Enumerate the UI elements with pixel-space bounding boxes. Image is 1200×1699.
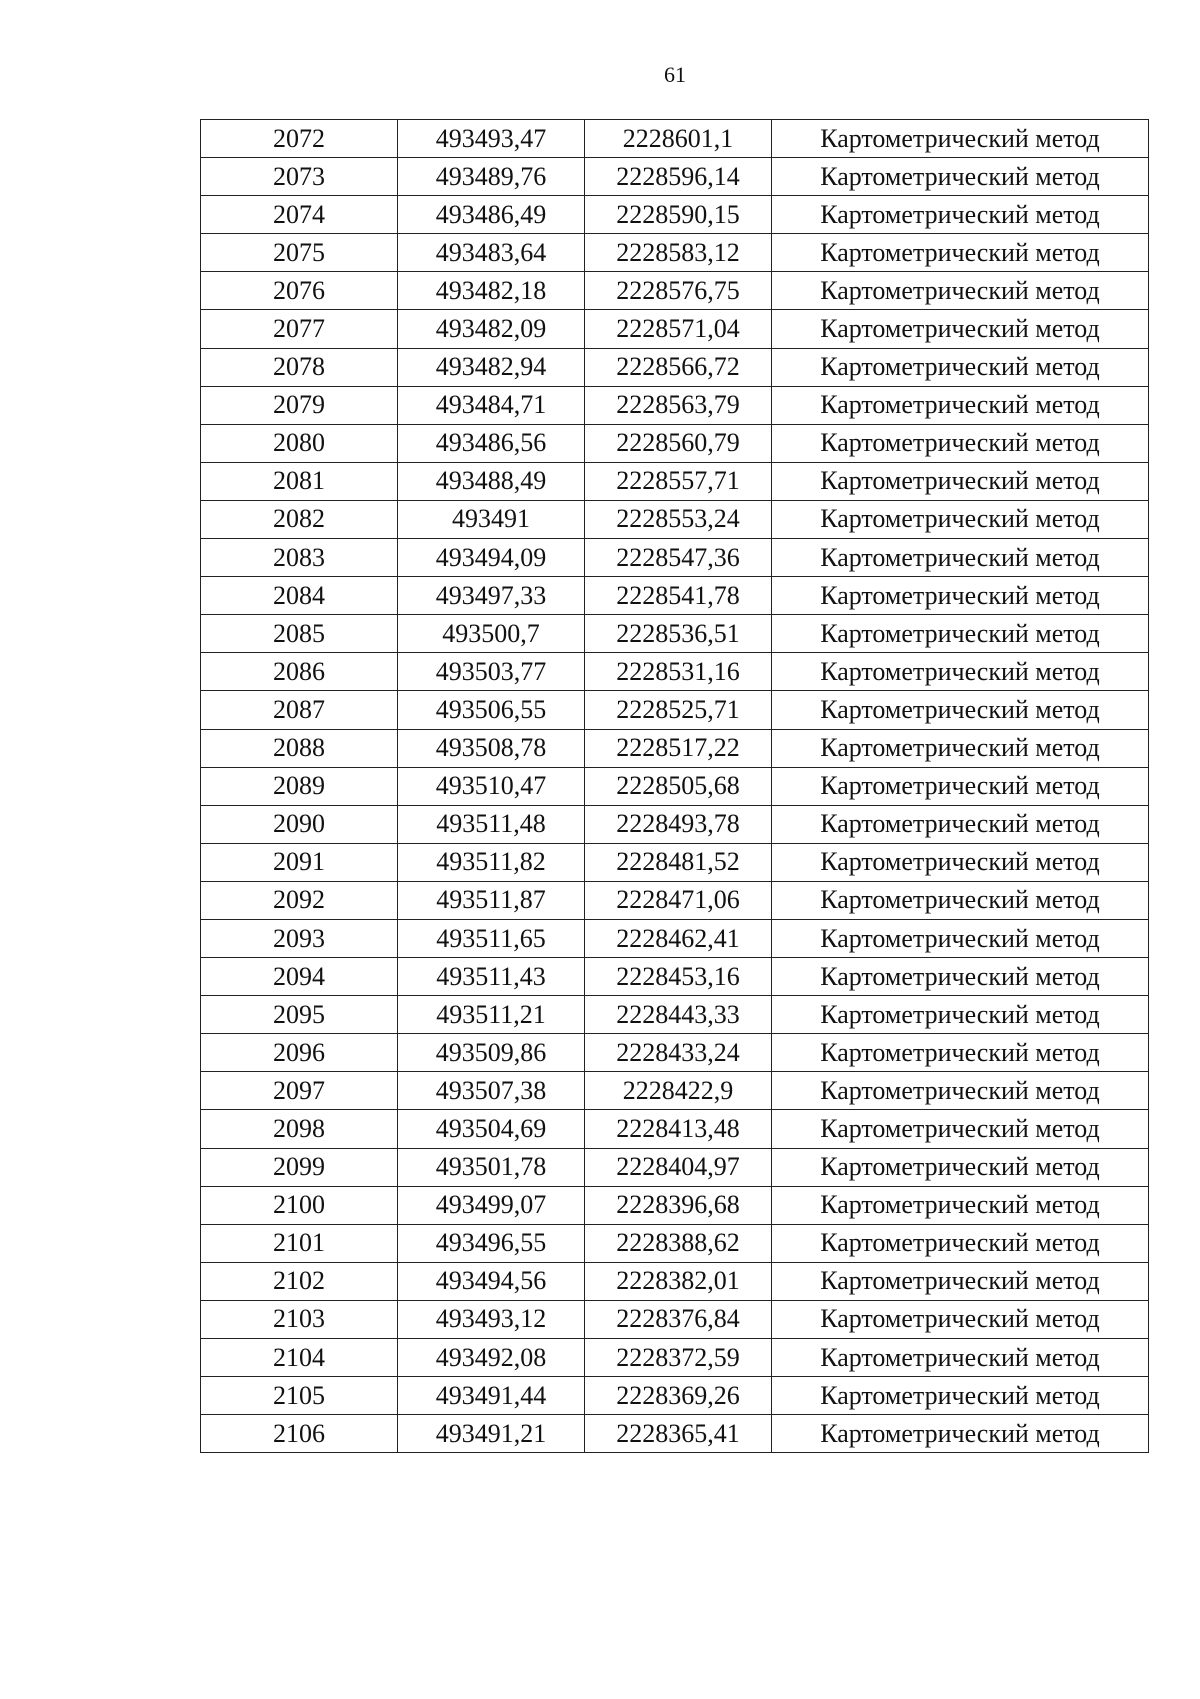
table-row [201,729,1149,767]
point-number-cell: 2092 [201,881,398,919]
y-coordinate-cell: 2228462,41 [585,919,772,957]
point-number-cell: 2085 [201,615,398,653]
method-cell: Картометрический метод [772,196,1149,234]
method-cell: Картометрический метод [772,1034,1149,1072]
point-number-cell: 2080 [201,424,398,462]
y-coordinate-cell: 2228571,04 [585,310,772,348]
page-number: 61 [664,62,686,87]
table-row [201,1072,1149,1110]
x-coordinate-cell: 493491,21 [398,1415,585,1453]
y-coordinate-cell: 2228525,71 [585,691,772,729]
method-cell: Картометрический метод [772,843,1149,881]
table-row [201,843,1149,881]
table-row [201,1339,1149,1377]
x-coordinate-cell: 493501,78 [398,1148,585,1186]
y-coordinate-cell: 2228563,79 [585,386,772,424]
table-row [201,539,1149,577]
x-coordinate-cell: 493496,55 [398,1224,585,1262]
x-coordinate-cell: 493506,55 [398,691,585,729]
x-coordinate-cell: 493511,82 [398,843,585,881]
table-row [201,462,1149,500]
x-coordinate-cell: 493504,69 [398,1110,585,1148]
point-number-cell: 2098 [201,1110,398,1148]
table-row [201,767,1149,805]
x-coordinate-cell: 493482,18 [398,272,585,310]
method-cell: Картометрический метод [772,158,1149,196]
y-coordinate-cell: 2228560,79 [585,424,772,462]
y-coordinate-cell: 2228531,16 [585,653,772,691]
y-coordinate-cell: 2228547,36 [585,539,772,577]
point-number-cell: 2081 [201,462,398,500]
table-row [201,158,1149,196]
table-row [201,424,1149,462]
y-coordinate-cell: 2228453,16 [585,958,772,996]
x-coordinate-cell: 493486,49 [398,196,585,234]
point-number-cell: 2084 [201,577,398,615]
y-coordinate-cell: 2228422,9 [585,1072,772,1110]
x-coordinate-cell: 493511,21 [398,996,585,1034]
table-row [201,1148,1149,1186]
method-cell: Картометрический метод [772,539,1149,577]
point-number-cell: 2106 [201,1415,398,1453]
method-cell: Картометрический метод [772,1148,1149,1186]
y-coordinate-cell: 2228372,59 [585,1339,772,1377]
table-row [201,919,1149,957]
x-coordinate-cell: 493482,94 [398,348,585,386]
y-coordinate-cell: 2228583,12 [585,234,772,272]
method-cell: Картометрический метод [772,310,1149,348]
x-coordinate-cell: 493494,56 [398,1262,585,1300]
x-coordinate-cell: 493482,09 [398,310,585,348]
table-row [201,1300,1149,1338]
x-coordinate-cell: 493509,86 [398,1034,585,1072]
method-cell: Картометрический метод [772,653,1149,691]
method-cell: Картометрический метод [772,1072,1149,1110]
point-number-cell: 2077 [201,310,398,348]
x-coordinate-cell: 493503,77 [398,653,585,691]
y-coordinate-cell: 2228413,48 [585,1110,772,1148]
y-coordinate-cell: 2228376,84 [585,1300,772,1338]
point-number-cell: 2095 [201,996,398,1034]
table-row [201,1377,1149,1415]
point-number-cell: 2093 [201,919,398,957]
point-number-cell: 2104 [201,1339,398,1377]
x-coordinate-cell: 493507,38 [398,1072,585,1110]
x-coordinate-cell: 493511,65 [398,919,585,957]
table-row [201,120,1149,158]
point-number-cell: 2102 [201,1262,398,1300]
table-row [201,1415,1149,1453]
table-row [201,653,1149,691]
y-coordinate-cell: 2228365,41 [585,1415,772,1453]
table-row [201,348,1149,386]
y-coordinate-cell: 2228557,71 [585,462,772,500]
table-row [201,577,1149,615]
method-cell: Картометрический метод [772,1224,1149,1262]
x-coordinate-cell: 493493,47 [398,120,585,158]
x-coordinate-cell: 493500,7 [398,615,585,653]
method-cell: Картометрический метод [772,919,1149,957]
point-number-cell: 2099 [201,1148,398,1186]
x-coordinate-cell: 493491 [398,500,585,538]
point-number-cell: 2096 [201,1034,398,1072]
table-row [201,1034,1149,1072]
point-number-cell: 2074 [201,196,398,234]
point-number-cell: 2103 [201,1300,398,1338]
coordinates-table [200,119,1149,1453]
x-coordinate-cell: 493511,43 [398,958,585,996]
point-number-cell: 2097 [201,1072,398,1110]
method-cell: Картометрический метод [772,120,1149,158]
y-coordinate-cell: 2228471,06 [585,881,772,919]
point-number-cell: 2086 [201,653,398,691]
method-cell: Картометрический метод [772,1186,1149,1224]
table-row [201,386,1149,424]
point-number-cell: 2082 [201,500,398,538]
x-coordinate-cell: 493489,76 [398,158,585,196]
x-coordinate-cell: 493508,78 [398,729,585,767]
method-cell: Картометрический метод [772,958,1149,996]
point-number-cell: 2091 [201,843,398,881]
method-cell: Картометрический метод [772,386,1149,424]
method-cell: Картометрический метод [772,615,1149,653]
method-cell: Картометрический метод [772,500,1149,538]
y-coordinate-cell: 2228517,22 [585,729,772,767]
table-row [201,996,1149,1034]
method-cell: Картометрический метод [772,348,1149,386]
table-row [201,615,1149,653]
x-coordinate-cell: 493492,08 [398,1339,585,1377]
method-cell: Картометрический метод [772,1300,1149,1338]
method-cell: Картометрический метод [772,729,1149,767]
y-coordinate-cell: 2228566,72 [585,348,772,386]
table-row [201,881,1149,919]
method-cell: Картометрический метод [772,272,1149,310]
y-coordinate-cell: 2228493,78 [585,805,772,843]
table-row [201,196,1149,234]
y-coordinate-cell: 2228382,01 [585,1262,772,1300]
y-coordinate-cell: 2228541,78 [585,577,772,615]
x-coordinate-cell: 493493,12 [398,1300,585,1338]
coordinates-table-body [201,120,1149,1453]
table-row [201,691,1149,729]
method-cell: Картометрический метод [772,1110,1149,1148]
point-number-cell: 2088 [201,729,398,767]
method-cell: Картометрический метод [772,1262,1149,1300]
y-coordinate-cell: 2228576,75 [585,272,772,310]
y-coordinate-cell: 2228590,15 [585,196,772,234]
y-coordinate-cell: 2228505,68 [585,767,772,805]
method-cell: Картометрический метод [772,424,1149,462]
y-coordinate-cell: 2228443,33 [585,996,772,1034]
table-row [201,272,1149,310]
method-cell: Картометрический метод [772,996,1149,1034]
y-coordinate-cell: 2228553,24 [585,500,772,538]
y-coordinate-cell: 2228601,1 [585,120,772,158]
point-number-cell: 2076 [201,272,398,310]
table-row [201,1110,1149,1148]
y-coordinate-cell: 2228388,62 [585,1224,772,1262]
x-coordinate-cell: 493497,33 [398,577,585,615]
x-coordinate-cell: 493511,48 [398,805,585,843]
x-coordinate-cell: 493494,09 [398,539,585,577]
point-number-cell: 2073 [201,158,398,196]
method-cell: Картометрический метод [772,577,1149,615]
table-row [201,1262,1149,1300]
method-cell: Картометрический метод [772,767,1149,805]
point-number-cell: 2079 [201,386,398,424]
point-number-cell: 2072 [201,120,398,158]
y-coordinate-cell: 2228396,68 [585,1186,772,1224]
x-coordinate-cell: 493511,87 [398,881,585,919]
table-row [201,1224,1149,1262]
method-cell: Картометрический метод [772,881,1149,919]
point-number-cell: 2075 [201,234,398,272]
y-coordinate-cell: 2228404,97 [585,1148,772,1186]
y-coordinate-cell: 2228369,26 [585,1377,772,1415]
table-row [201,958,1149,996]
table-row [201,500,1149,538]
point-number-cell: 2078 [201,348,398,386]
table-row [201,234,1149,272]
x-coordinate-cell: 493483,64 [398,234,585,272]
method-cell: Картометрический метод [772,1415,1149,1453]
x-coordinate-cell: 493510,47 [398,767,585,805]
table-row [201,1186,1149,1224]
y-coordinate-cell: 2228536,51 [585,615,772,653]
point-number-cell: 2090 [201,805,398,843]
point-number-cell: 2100 [201,1186,398,1224]
x-coordinate-cell: 493488,49 [398,462,585,500]
method-cell: Картометрический метод [772,1339,1149,1377]
method-cell: Картометрический метод [772,805,1149,843]
point-number-cell: 2101 [201,1224,398,1262]
point-number-cell: 2083 [201,539,398,577]
x-coordinate-cell: 493484,71 [398,386,585,424]
method-cell: Картометрический метод [772,1377,1149,1415]
x-coordinate-cell: 493491,44 [398,1377,585,1415]
y-coordinate-cell: 2228433,24 [585,1034,772,1072]
point-number-cell: 2105 [201,1377,398,1415]
point-number-cell: 2094 [201,958,398,996]
point-number-cell: 2087 [201,691,398,729]
x-coordinate-cell: 493486,56 [398,424,585,462]
method-cell: Картометрический метод [772,691,1149,729]
table-row [201,805,1149,843]
y-coordinate-cell: 2228481,52 [585,843,772,881]
table-row [201,310,1149,348]
x-coordinate-cell: 493499,07 [398,1186,585,1224]
point-number-cell: 2089 [201,767,398,805]
method-cell: Картометрический метод [772,462,1149,500]
y-coordinate-cell: 2228596,14 [585,158,772,196]
method-cell: Картометрический метод [772,234,1149,272]
